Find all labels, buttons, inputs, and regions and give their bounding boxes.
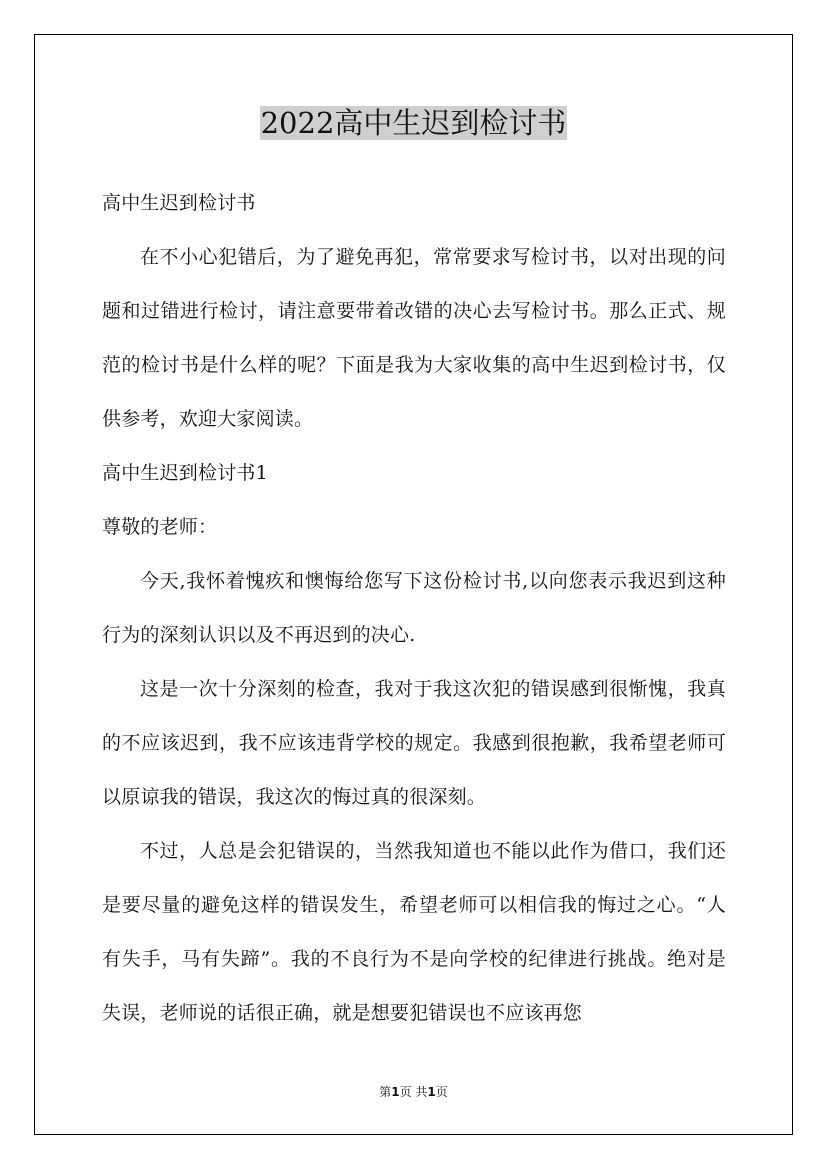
footer-page-mid: 页 共 — [399, 1085, 428, 1099]
footer-page-total: 1 — [427, 1085, 436, 1099]
section-heading: 高中生迟到检讨书 — [102, 192, 256, 214]
footer-page-suffix: 页 — [435, 1085, 448, 1099]
document-body — [102, 176, 726, 1040]
sample-heading: 高中生迟到检讨书1 — [102, 462, 268, 484]
body-paragraph: 今天,我怀着愧疚和懊悔给您写下这份检讨书,以向您表示我迟到这种行为的深刻认识以及不再迟到的决心. — [102, 570, 726, 646]
body-paragraph: 这是一次十分深刻的检查，我对于我这次犯的错误感到很惭愧，我真的不应该迟到，我不应该违背学校的规定。我感到很抱歉，我希望老师可以原谅我的错误，我这次的悔过真的很深刻。 — [102, 678, 726, 808]
page-footer — [0, 1084, 827, 1100]
intro-paragraph: 在不小心犯错后，为了避免再犯，常常要求写检讨书，以对出现的问题和过错进行检讨，请注意要带着改错的决心去写检讨书。那么正式、规范的检讨书是什么样的呢？下面是我为大家收集的高中生迟到检讨书，仅供参考，欢迎大家阅读。 — [102, 246, 726, 430]
document-title-text: 2022高中生迟到检讨书 — [260, 106, 567, 140]
document-title — [0, 103, 827, 143]
footer-page-prefix: 第 — [379, 1085, 392, 1099]
salutation: 尊敬的老师： — [102, 516, 218, 538]
body-paragraph: 不过，人总是会犯错误的，当然我知道也不能以此作为借口，我们还是要尽量的避免这样的错误发生，希望老师可以相信我的悔过之心。“人有失手，马有失蹄”。我的不良行为不是向学校的纪律进行挑战。绝对是失误，老师说的话很正确，就是想要犯错误也不应该再您 — [102, 840, 726, 1024]
footer-page-number: 1 — [391, 1085, 400, 1099]
